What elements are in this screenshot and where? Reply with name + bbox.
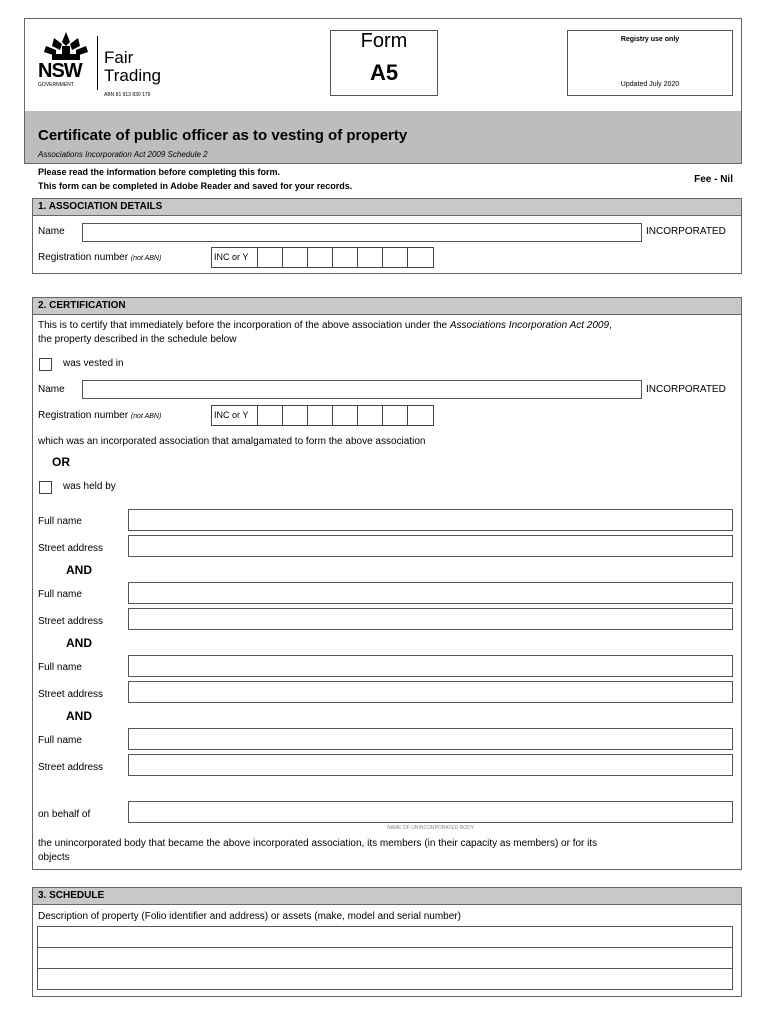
form-word: Form <box>360 30 408 52</box>
street-address-input-1[interactable] <box>128 535 733 557</box>
logo-nsw-text: NSW <box>38 60 82 82</box>
vested-registration-label: Registration number (not ABN) <box>38 410 162 421</box>
certify-text-line-2: the property described in the schedule below <box>38 334 237 345</box>
inc-prefix: INC or Y <box>212 406 258 425</box>
logo-government-text: GOVERNMENT <box>38 82 74 88</box>
incorporated-label: INCORPORATED <box>646 226 726 237</box>
reg-digit-cell[interactable] <box>408 406 433 425</box>
held-by-checkbox[interactable] <box>39 481 52 494</box>
section-association-details <box>32 198 742 274</box>
association-name-input[interactable] <box>82 223 642 242</box>
unincorporated-body-input[interactable] <box>128 801 733 823</box>
vested-registration-field[interactable] <box>211 405 434 426</box>
unincorporated-caption: NAME OF UNINCORPORATED BODY <box>387 825 474 831</box>
reg-digit-cell[interactable] <box>308 248 333 267</box>
vested-in-checkbox[interactable] <box>39 358 52 371</box>
registry-label: Registry use only <box>620 36 680 43</box>
on-behalf-label: on behalf of <box>38 809 91 820</box>
intro-line-1: Please read the information before completing this form. <box>38 167 281 177</box>
amalgamated-text: which was an incorporated association that amalgamated to form the above association <box>38 436 426 447</box>
waratah-logo-icon <box>40 30 92 62</box>
reg-digit-cell[interactable] <box>333 406 358 425</box>
reg-digit-cell[interactable] <box>283 248 308 267</box>
full-name-input-4[interactable] <box>128 728 733 750</box>
logo-divider <box>97 36 98 90</box>
reg-digit-cell[interactable] <box>408 248 433 267</box>
reg-digit-cell[interactable] <box>333 248 358 267</box>
full-name-label: Full name <box>38 735 82 746</box>
section-certification <box>32 297 742 870</box>
reg-digit-cell[interactable] <box>283 406 308 425</box>
reg-digit-cell[interactable] <box>383 248 408 267</box>
schedule-row-2[interactable] <box>37 947 733 969</box>
street-address-label: Street address <box>38 762 104 773</box>
reg-digit-cell[interactable] <box>258 248 283 267</box>
page-subtitle: Associations Incorporation Act 2009 Schedule 2 <box>38 150 208 159</box>
schedule-description-label: Description of property (Folio identifier and address) or assets (make, model and serial number) <box>38 911 461 922</box>
inc-prefix: INC or Y <box>212 248 258 267</box>
registration-number-label: Registration number (not ABN) <box>38 252 162 263</box>
intro-line-2: This form can be completed in Adobe Reader and saved for your records. <box>38 181 353 191</box>
reg-digit-cell[interactable] <box>358 406 383 425</box>
street-address-input-2[interactable] <box>128 608 733 630</box>
street-address-label: Street address <box>38 543 104 554</box>
fee-text: Fee - Nil <box>694 174 733 185</box>
page-title: Certificate of public officer as to vesting of property <box>38 127 408 144</box>
street-address-input-4[interactable] <box>128 754 733 776</box>
updated-date: Updated July 2020 <box>620 81 680 88</box>
reg-digit-cell[interactable] <box>308 406 333 425</box>
full-name-input-2[interactable] <box>128 582 733 604</box>
full-name-input-1[interactable] <box>128 509 733 531</box>
name-label: Name <box>38 226 65 237</box>
full-name-label: Full name <box>38 662 82 673</box>
brand-fair: Fair <box>104 48 134 67</box>
section-schedule <box>32 887 742 997</box>
section-1-heading: 1. ASSOCIATION DETAILS <box>33 199 741 216</box>
reg-digit-cell[interactable] <box>358 248 383 267</box>
street-address-input-3[interactable] <box>128 681 733 703</box>
and-separator: AND <box>66 636 92 650</box>
schedule-row-1[interactable] <box>37 926 733 948</box>
street-address-label: Street address <box>38 616 104 627</box>
closing-text-line-1: the unincorporated body that became the above incorporated association, its members (in their capacity as members) or for its <box>38 838 598 849</box>
schedule-row-3[interactable] <box>37 968 733 990</box>
reg-digit-cell[interactable] <box>383 406 408 425</box>
full-name-input-3[interactable] <box>128 655 733 677</box>
abn-text: ABN 81 913 830 179 <box>104 92 151 98</box>
reg-digit-cell[interactable] <box>258 406 283 425</box>
vested-incorporated-label: INCORPORATED <box>646 384 726 395</box>
certify-text-line-1: This is to certify that immediately before the incorporation of the above association under the Associations Incorporation Act 2009, <box>38 320 612 331</box>
form-code: A5 <box>369 60 399 85</box>
and-separator: AND <box>66 709 92 723</box>
brand-trading: Trading <box>104 66 162 85</box>
full-name-label: Full name <box>38 589 82 600</box>
closing-text-line-2: objects <box>38 852 70 863</box>
or-separator: OR <box>52 455 70 469</box>
section-2-heading: 2. CERTIFICATION <box>33 298 741 315</box>
vested-name-input[interactable] <box>82 380 642 399</box>
registration-number-field[interactable] <box>211 247 434 268</box>
section-3-heading: 3. SCHEDULE <box>33 888 741 905</box>
and-separator: AND <box>66 563 92 577</box>
vested-name-label: Name <box>38 384 65 395</box>
full-name-label: Full name <box>38 516 82 527</box>
street-address-label: Street address <box>38 689 104 700</box>
vested-in-label: was vested in <box>63 358 124 369</box>
held-by-label: was held by <box>63 481 116 492</box>
